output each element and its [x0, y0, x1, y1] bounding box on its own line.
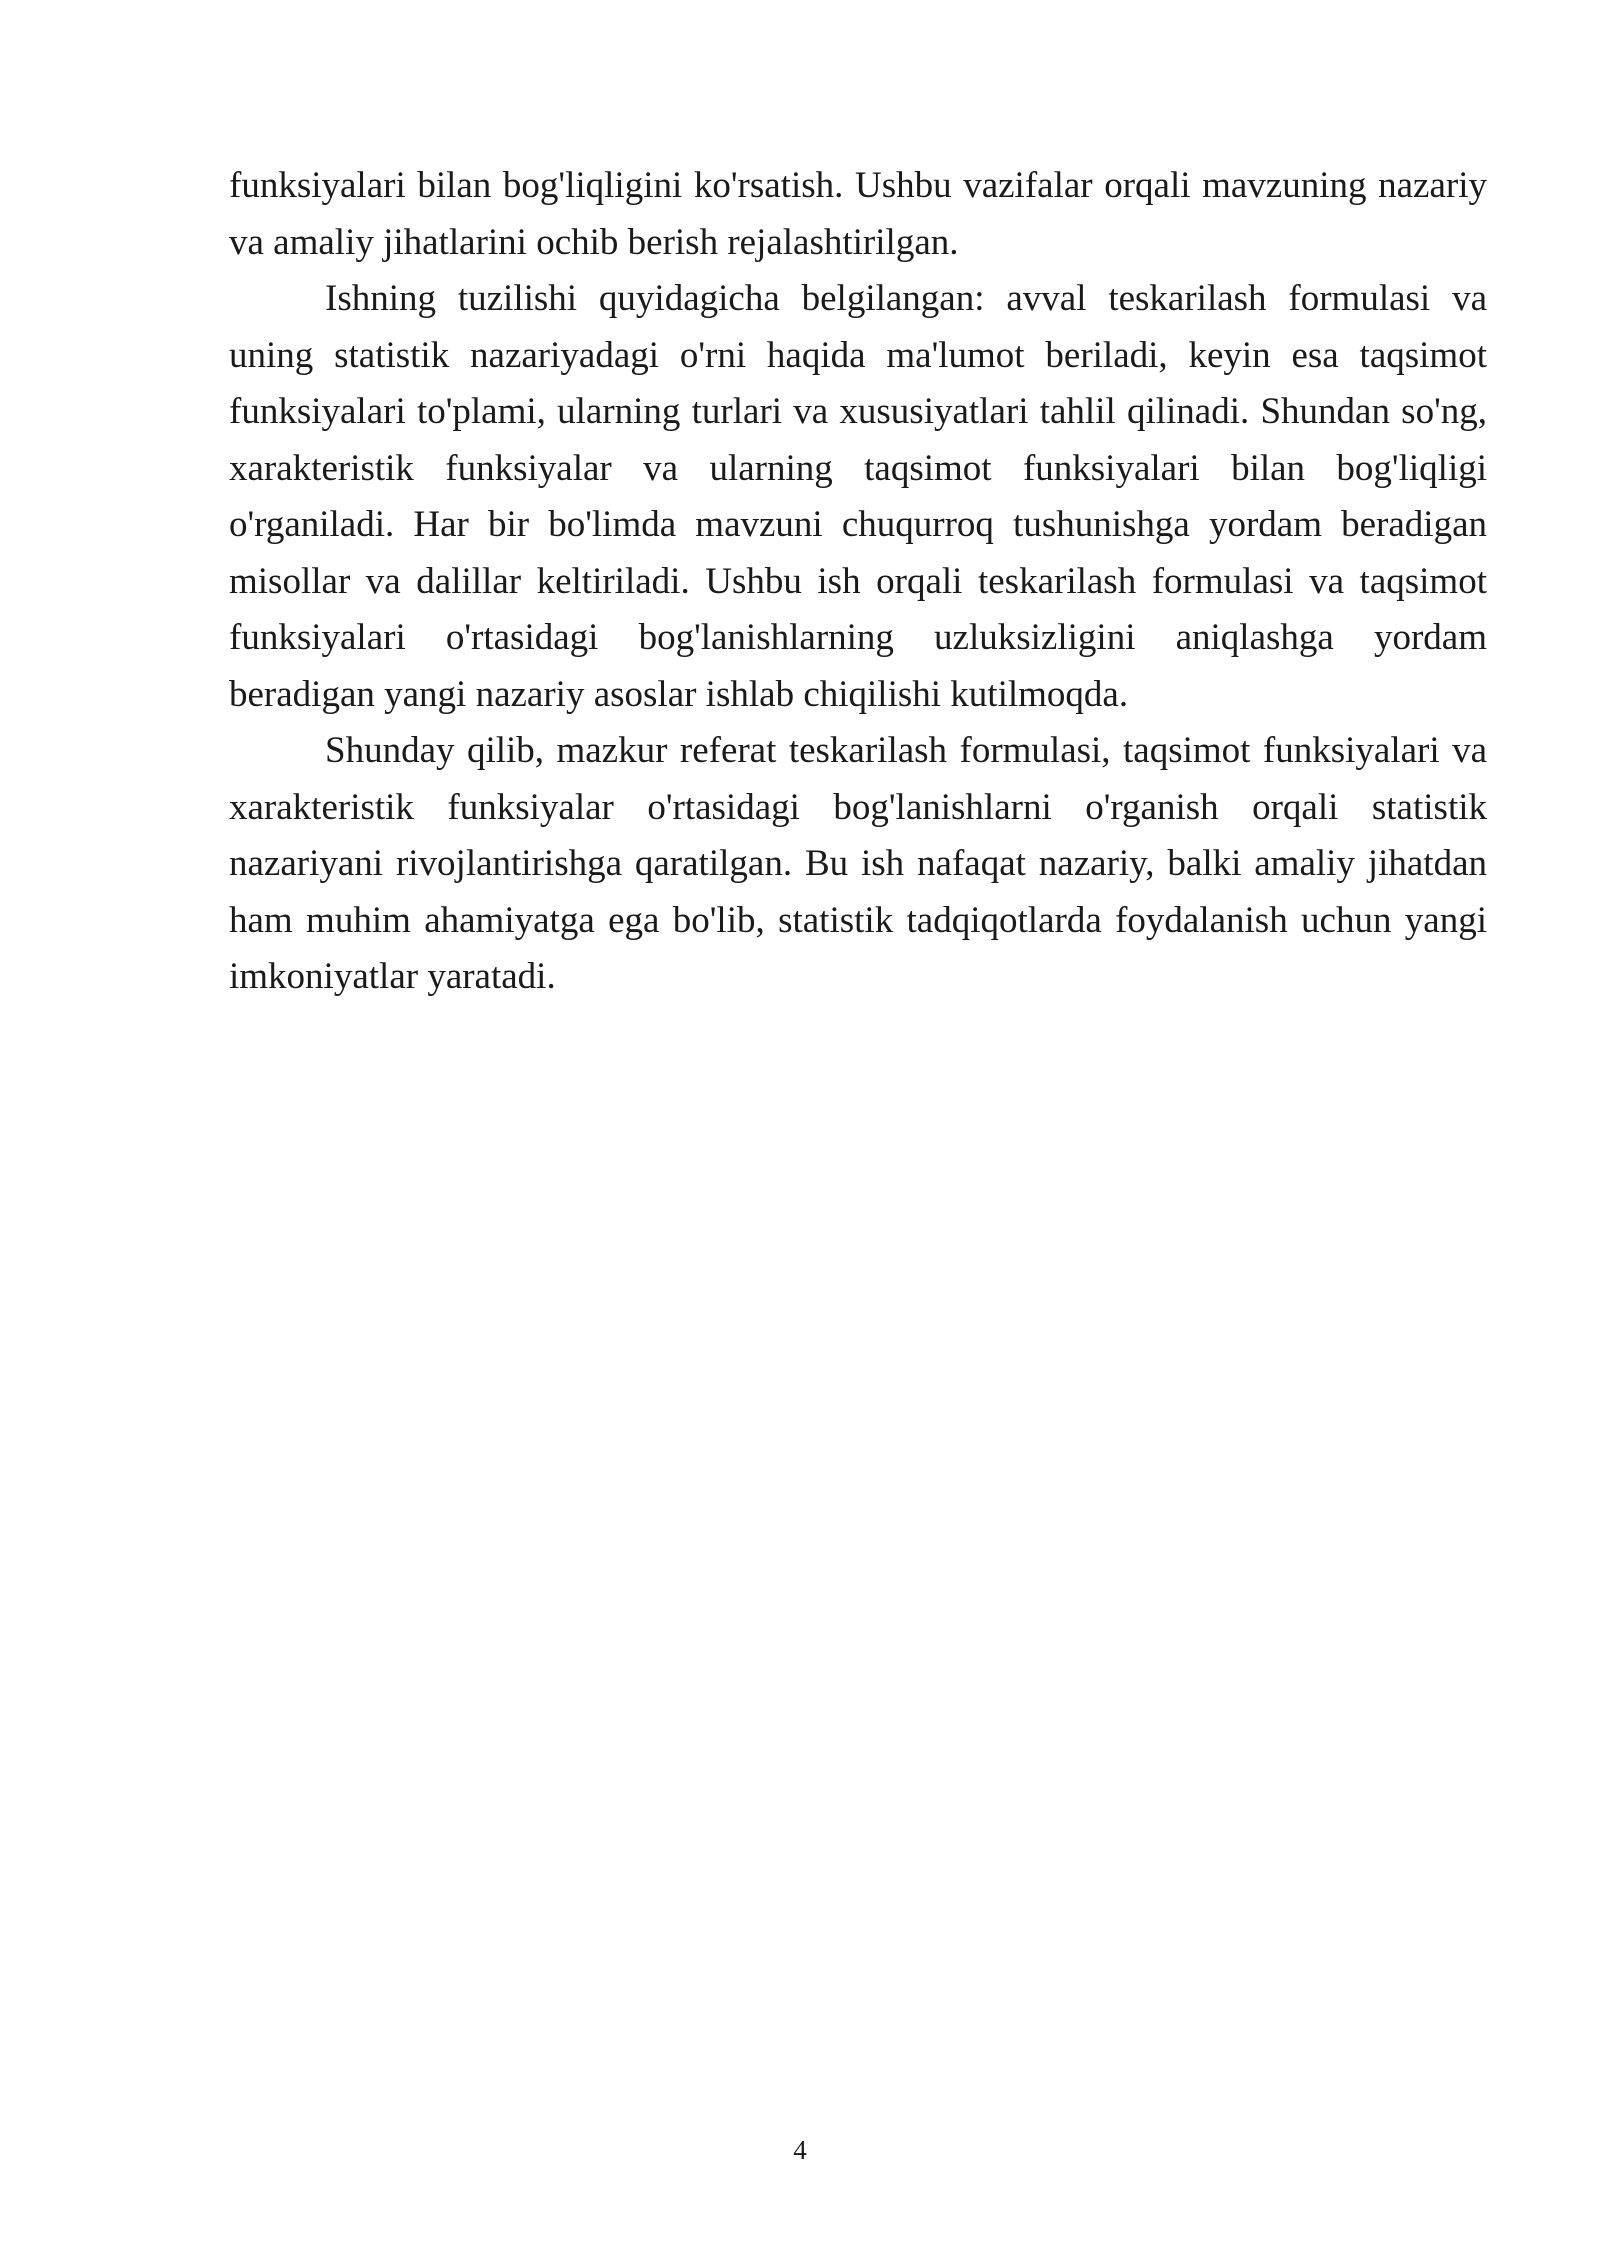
paragraph-conclusion: Shunday qilib, mazkur referat teskarilash formulasi, taqsimot funksiyalari va xarakteristik funksiyalar o'rtasidagi bog'lanishlarni o'rganish orqali statistik nazariyani rivojlantirishga qaratilgan. Bu ish nafaqat nazariy, balki amaliy jihatdan ham muhim ahamiyatga ega bo'lib, statistik tadqiqotlarda foydalanish uchun yangi imkoniyatlar yaratadi. — [229, 730, 1487, 997]
paragraph-continuation: funksiyalari bilan bog'liqligini ko'rsatish. Ushbu vazifalar orqali mavzuning nazariy va amaliy jihatlarini ochib berish rejalashtirilgan. — [229, 165, 1487, 263]
paragraph-structure: Ishning tuzilishi quyidagicha belgilangan: avval teskarilash formulasi va uning statistik nazariyadagi o'rni haqida ma'lumot beriladi, keyin esa taqsimot funksiyalari to'plami, ularning turlari va xususiyatlari tahlil qilinadi. Shundan so'ng, xarakteristik funksiyalar va ularning taqsimot funksiyalari bilan bog'liqligi o'rganiladi. Har bir bo'limda mavzuni chuqurroq tushunishga yordam beradigan misollar va dalillar keltiriladi. Ushbu ish orqali teskarilash formulasi va taqsimot funksiyalari o'rtasidagi bog'lanishlarning uzluksizligini aniqlashga yordam beradigan yangi nazariy asoslar ishlab chiqilishi kutilmoqda. — [229, 278, 1487, 715]
page-number: 4 — [793, 2135, 807, 2165]
body-text — [229, 158, 1487, 1006]
